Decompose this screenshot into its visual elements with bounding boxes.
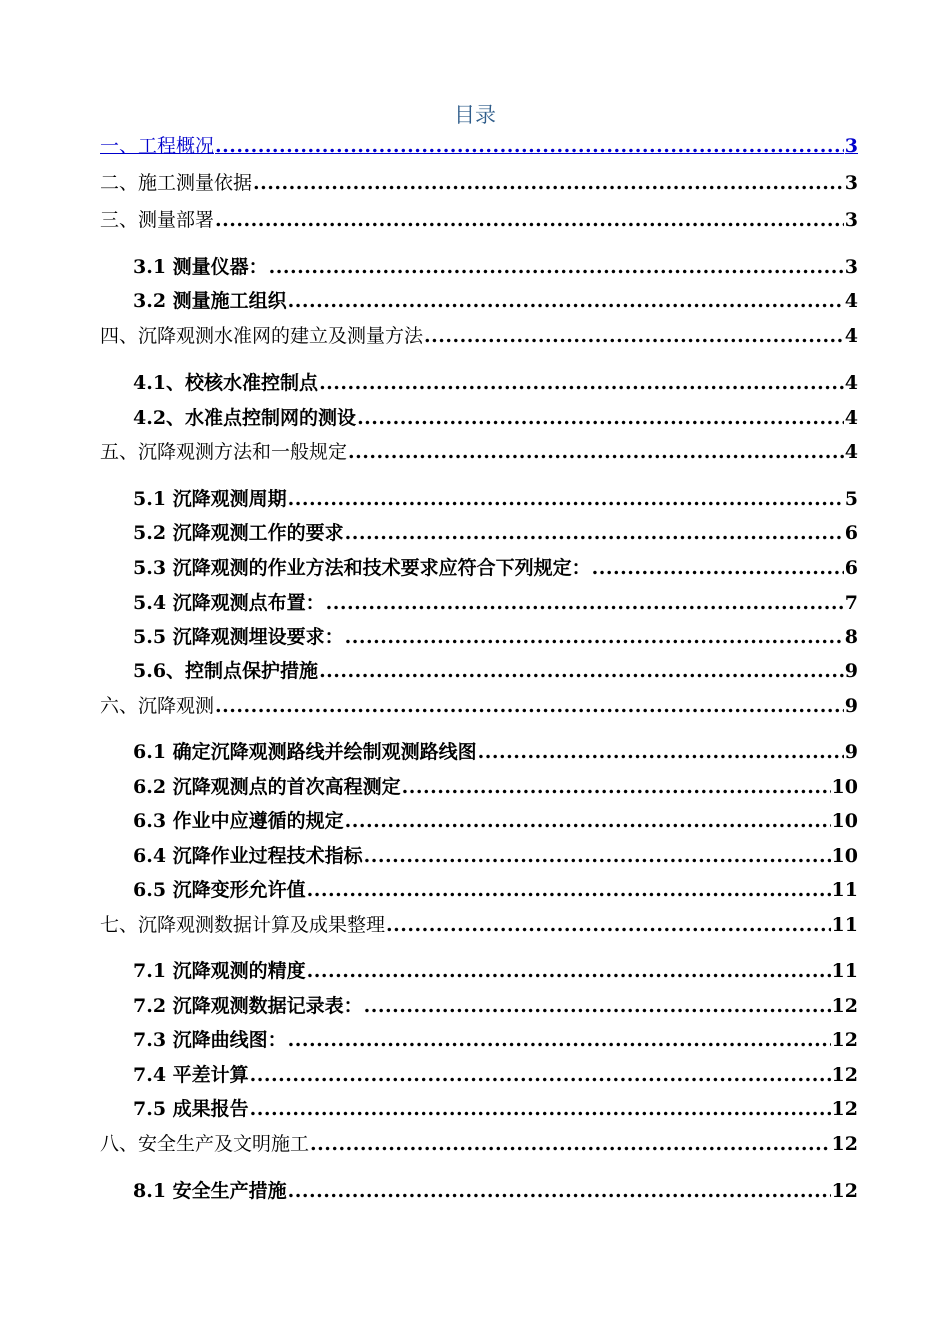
- leader-dots: [592, 556, 844, 580]
- toc-entry-5-3[interactable]: [133, 550, 858, 580]
- toc-entry-7-4[interactable]: [133, 1057, 858, 1087]
- toc-entry-page: 12: [831, 1098, 858, 1120]
- toc-entry-page: 4: [844, 290, 858, 312]
- toc-entry-page: 12: [831, 1133, 858, 1155]
- toc-entry-6-1[interactable]: [133, 734, 858, 764]
- toc-entry-page: 9: [844, 660, 858, 682]
- toc-entry-5-1[interactable]: [133, 481, 858, 511]
- leader-dots: [345, 521, 844, 545]
- toc-entry-5-5[interactable]: [133, 619, 858, 649]
- toc-entry-6-5[interactable]: [133, 872, 858, 902]
- leader-dots: [288, 1028, 831, 1052]
- leader-dots: [250, 1097, 831, 1121]
- toc-entry-label: 6.4 沉降作业过程技术指标: [133, 845, 363, 867]
- toc-entry-7-2[interactable]: [133, 988, 858, 1018]
- toc-entry-page: 12: [831, 1029, 858, 1051]
- toc-entry-page: 3: [844, 135, 858, 157]
- toc-entry-page: 3: [844, 209, 858, 231]
- toc-entry-project-overview[interactable]: [100, 128, 858, 158]
- leader-dots: [288, 487, 844, 511]
- toc-entry-label: 5.5 沉降观测埋设要求：: [133, 626, 344, 648]
- toc-entry-page: 6: [844, 557, 858, 579]
- toc-entry-5-2[interactable]: [133, 515, 858, 545]
- toc-entry-page: 4: [844, 325, 858, 347]
- leader-dots: [215, 134, 844, 158]
- leader-dots: [319, 659, 844, 683]
- leader-dots: [345, 809, 831, 833]
- toc-entry-3-1[interactable]: [133, 249, 858, 279]
- toc-entry-page: 3: [844, 256, 858, 278]
- toc-entry-label: 五、沉降观测方法和一般规定: [100, 441, 348, 463]
- toc-entry-label: 7.1 沉降观测的精度: [133, 960, 306, 982]
- toc-entry-measurement-deployment[interactable]: [100, 202, 858, 232]
- leader-dots: [250, 1063, 831, 1087]
- toc-entry-label: 5.6、控制点保护措施: [133, 660, 319, 682]
- toc-entry-4-2[interactable]: [133, 400, 858, 430]
- toc-entry-label: 7.3 沉降曲线图：: [133, 1029, 287, 1051]
- leader-dots: [215, 208, 844, 232]
- leader-dots: [364, 994, 831, 1018]
- toc-entry-page: 10: [831, 776, 858, 798]
- toc-entry-label: 八、安全生产及文明施工: [100, 1133, 310, 1155]
- toc-entry-label: 二、施工测量依据: [100, 172, 253, 194]
- toc-entry-label: 6.2 沉降观测点的首次高程测定: [133, 776, 401, 798]
- leader-dots: [402, 775, 831, 799]
- leader-dots: [307, 878, 831, 902]
- leader-dots: [386, 913, 831, 937]
- toc-entry-label: 七、沉降观测数据计算及成果整理: [100, 914, 386, 936]
- toc-entry-page: 4: [844, 372, 858, 394]
- toc-entry-6-2[interactable]: [133, 769, 858, 799]
- leader-dots: [357, 406, 844, 430]
- toc-entry-7-3[interactable]: [133, 1022, 858, 1052]
- toc-entry-page: 11: [831, 914, 858, 936]
- toc-entry-label: 5.4 沉降观测点布置：: [133, 592, 325, 614]
- toc-entry-label: 3.1 测量仪器：: [133, 256, 268, 278]
- toc-entry-label: 6.3 作业中应遵循的规定: [133, 810, 344, 832]
- leader-dots: [307, 959, 831, 983]
- toc-entry-page: 9: [844, 695, 858, 717]
- toc-entry-page: 10: [831, 845, 858, 867]
- toc-entry-page: 7: [844, 592, 858, 614]
- toc-entry-5-4[interactable]: [133, 585, 858, 615]
- toc-entry-label: 六、沉降观测: [100, 695, 215, 717]
- toc-entry-label: 5.3 沉降观测的作业方法和技术要求应符合下列规定：: [133, 557, 591, 579]
- leader-dots: [424, 324, 844, 348]
- toc-entry-label: 7.2 沉降观测数据记录表：: [133, 995, 363, 1017]
- toc-entry-label: 7.5 成果报告: [133, 1098, 249, 1120]
- leader-dots: [288, 1179, 831, 1203]
- toc-entry-label: 3.2 测量施工组织: [133, 290, 287, 312]
- leader-dots: [348, 440, 844, 464]
- toc-entry-label: 6.1 确定沉降观测路线并绘制观测路线图: [133, 741, 477, 763]
- leader-dots: [269, 255, 844, 279]
- toc-entry-page: 8: [844, 626, 858, 648]
- toc-entry-page: 6: [844, 522, 858, 544]
- toc-entry-label: 三、测量部署: [100, 209, 215, 231]
- toc-entry-section-5[interactable]: [100, 434, 858, 464]
- leader-dots: [326, 591, 844, 615]
- leader-dots: [253, 171, 844, 195]
- toc-entry-label: 6.5 沉降变形允许值: [133, 879, 306, 901]
- toc-entry-section-6[interactable]: [100, 688, 858, 718]
- toc-entry-7-5[interactable]: [133, 1091, 858, 1121]
- toc-entry-label: 四、沉降观测水准网的建立及测量方法: [100, 325, 424, 347]
- toc-entry-label: 一、工程概况: [100, 135, 215, 157]
- toc-entry-label: 4.1、校核水准控制点: [133, 372, 319, 394]
- leader-dots: [319, 371, 844, 395]
- leader-dots: [364, 844, 831, 868]
- toc-entry-page: 12: [831, 1180, 858, 1202]
- toc-entry-label: 8.1 安全生产措施: [133, 1180, 287, 1202]
- toc-entry-label: 7.4 平差计算: [133, 1064, 249, 1086]
- leader-dots: [215, 694, 844, 718]
- toc-entry-page: 11: [831, 960, 858, 982]
- leader-dots: [345, 625, 844, 649]
- toc-entry-5-6[interactable]: [133, 653, 858, 683]
- leader-dots: [478, 740, 844, 764]
- toc-entry-page: 12: [831, 995, 858, 1017]
- toc-entry-7-1[interactable]: [133, 953, 858, 983]
- toc-entry-page: 3: [844, 172, 858, 194]
- toc-entry-page: 12: [831, 1064, 858, 1086]
- toc-entry-page: 11: [831, 879, 858, 901]
- leader-dots: [310, 1132, 831, 1156]
- toc-entry-label: 5.2 沉降观测工作的要求: [133, 522, 344, 544]
- toc-entry-page: 5: [844, 488, 858, 510]
- leader-dots: [288, 289, 844, 313]
- toc-entry-page: 4: [844, 407, 858, 429]
- toc-entry-label: 5.1 沉降观测周期: [133, 488, 287, 510]
- toc-entry-8-1[interactable]: [133, 1173, 858, 1203]
- toc-entry-page: 9: [844, 741, 858, 763]
- toc-entry-3-2[interactable]: [133, 283, 858, 313]
- toc-title: 目录: [454, 103, 496, 127]
- toc-entry-section-7[interactable]: [100, 907, 858, 937]
- toc-entry-label: 4.2、水准点控制网的测设: [133, 407, 357, 429]
- toc-entry-page: 4: [844, 441, 858, 463]
- toc-entry-6-4[interactable]: [133, 838, 858, 868]
- toc-entry-4-1[interactable]: [133, 365, 858, 395]
- toc-entry-section-8[interactable]: [100, 1126, 858, 1156]
- toc-entry-measurement-basis[interactable]: [100, 165, 858, 195]
- toc-entry-section-4[interactable]: [100, 318, 858, 348]
- toc-entry-6-3[interactable]: [133, 803, 858, 833]
- toc-entry-page: 10: [831, 810, 858, 832]
